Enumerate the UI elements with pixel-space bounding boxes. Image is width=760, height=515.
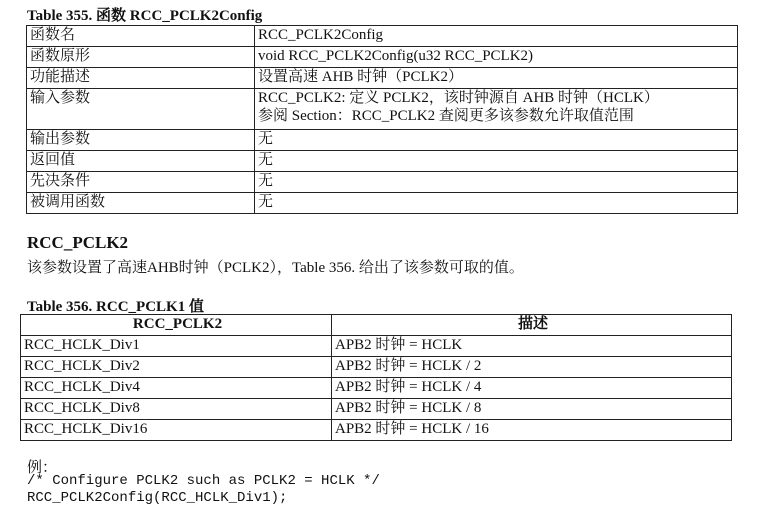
table-row [21, 378, 732, 399]
example-label: 例： [27, 460, 58, 476]
row-value: void RCC_PCLK2Config(u32 RCC_PCLK2) [255, 47, 738, 68]
row-key: 先决条件 [27, 172, 255, 193]
table-row [21, 336, 732, 357]
table-cell: APB2 时钟 = HCLK [332, 336, 732, 357]
table-cell: APB2 时钟 = HCLK / 16 [332, 420, 732, 441]
row-value: RCC_PCLK2Config [255, 26, 738, 47]
row-value-line: RCC_PCLK2: 定义 PCLK2，该时钟源自 AHB 时钟（HCLK） [258, 90, 659, 106]
row-value: 无 [255, 193, 738, 214]
row-key: 功能描述 [27, 68, 255, 89]
row-key: 函数名 [27, 26, 255, 47]
code-line: /* Configure PCLK2 such as PCLK2 = HCLK */ [27, 473, 380, 489]
row-value [255, 89, 738, 130]
table-cell: APB2 时钟 = HCLK / 8 [332, 399, 732, 420]
table-row [27, 151, 738, 172]
table-cell: RCC_HCLK_Div4 [21, 378, 332, 399]
table-355-caption: Table 355. 函数 RCC_PCLK2Config [27, 8, 263, 24]
table-row [27, 172, 738, 193]
table-row [27, 89, 738, 130]
column-header: 描述 [332, 315, 732, 336]
table-356-caption: Table 356. RCC_PCLK1 值 [27, 299, 204, 315]
row-key: 返回值 [27, 151, 255, 172]
table-row [27, 26, 738, 47]
row-key: 输出参数 [27, 130, 255, 151]
code-block [27, 473, 380, 507]
table-row [27, 130, 738, 151]
table-header-row [21, 315, 732, 336]
table-cell: APB2 时钟 = HCLK / 2 [332, 357, 732, 378]
parameter-values-table [20, 314, 732, 441]
table-cell: APB2 时钟 = HCLK / 4 [332, 378, 732, 399]
row-value: 无 [255, 151, 738, 172]
function-spec-table [26, 25, 738, 214]
table-row [21, 420, 732, 441]
table-cell: RCC_HCLK_Div16 [21, 420, 332, 441]
table-row [21, 399, 732, 420]
table-cell: RCC_HCLK_Div8 [21, 399, 332, 420]
row-key: 函数原形 [27, 47, 255, 68]
column-header: RCC_PCLK2 [21, 315, 332, 336]
section-description: 该参数设置了高速AHB时钟（PCLK2），Table 356. 给出了该参数可取的值。 [27, 260, 524, 276]
section-title: RCC_PCLK2 [27, 233, 129, 252]
table-cell: RCC_HCLK_Div1 [21, 336, 332, 357]
row-value: 设置高速 AHB 时钟（PCLK2） [255, 68, 738, 89]
table-row [27, 47, 738, 68]
row-value-line: 参阅 Section：RCC_PCLK2 查阅更多该参数允许取值范围 [258, 108, 634, 124]
row-value: 无 [255, 130, 738, 151]
table-row [27, 193, 738, 214]
code-line: RCC_PCLK2Config(RCC_HCLK_Div1); [27, 490, 288, 506]
row-key: 被调用函数 [27, 193, 255, 214]
row-value: 无 [255, 172, 738, 193]
table-row [27, 68, 738, 89]
table-row [21, 357, 732, 378]
table-cell: RCC_HCLK_Div2 [21, 357, 332, 378]
row-key: 输入参数 [27, 89, 255, 130]
